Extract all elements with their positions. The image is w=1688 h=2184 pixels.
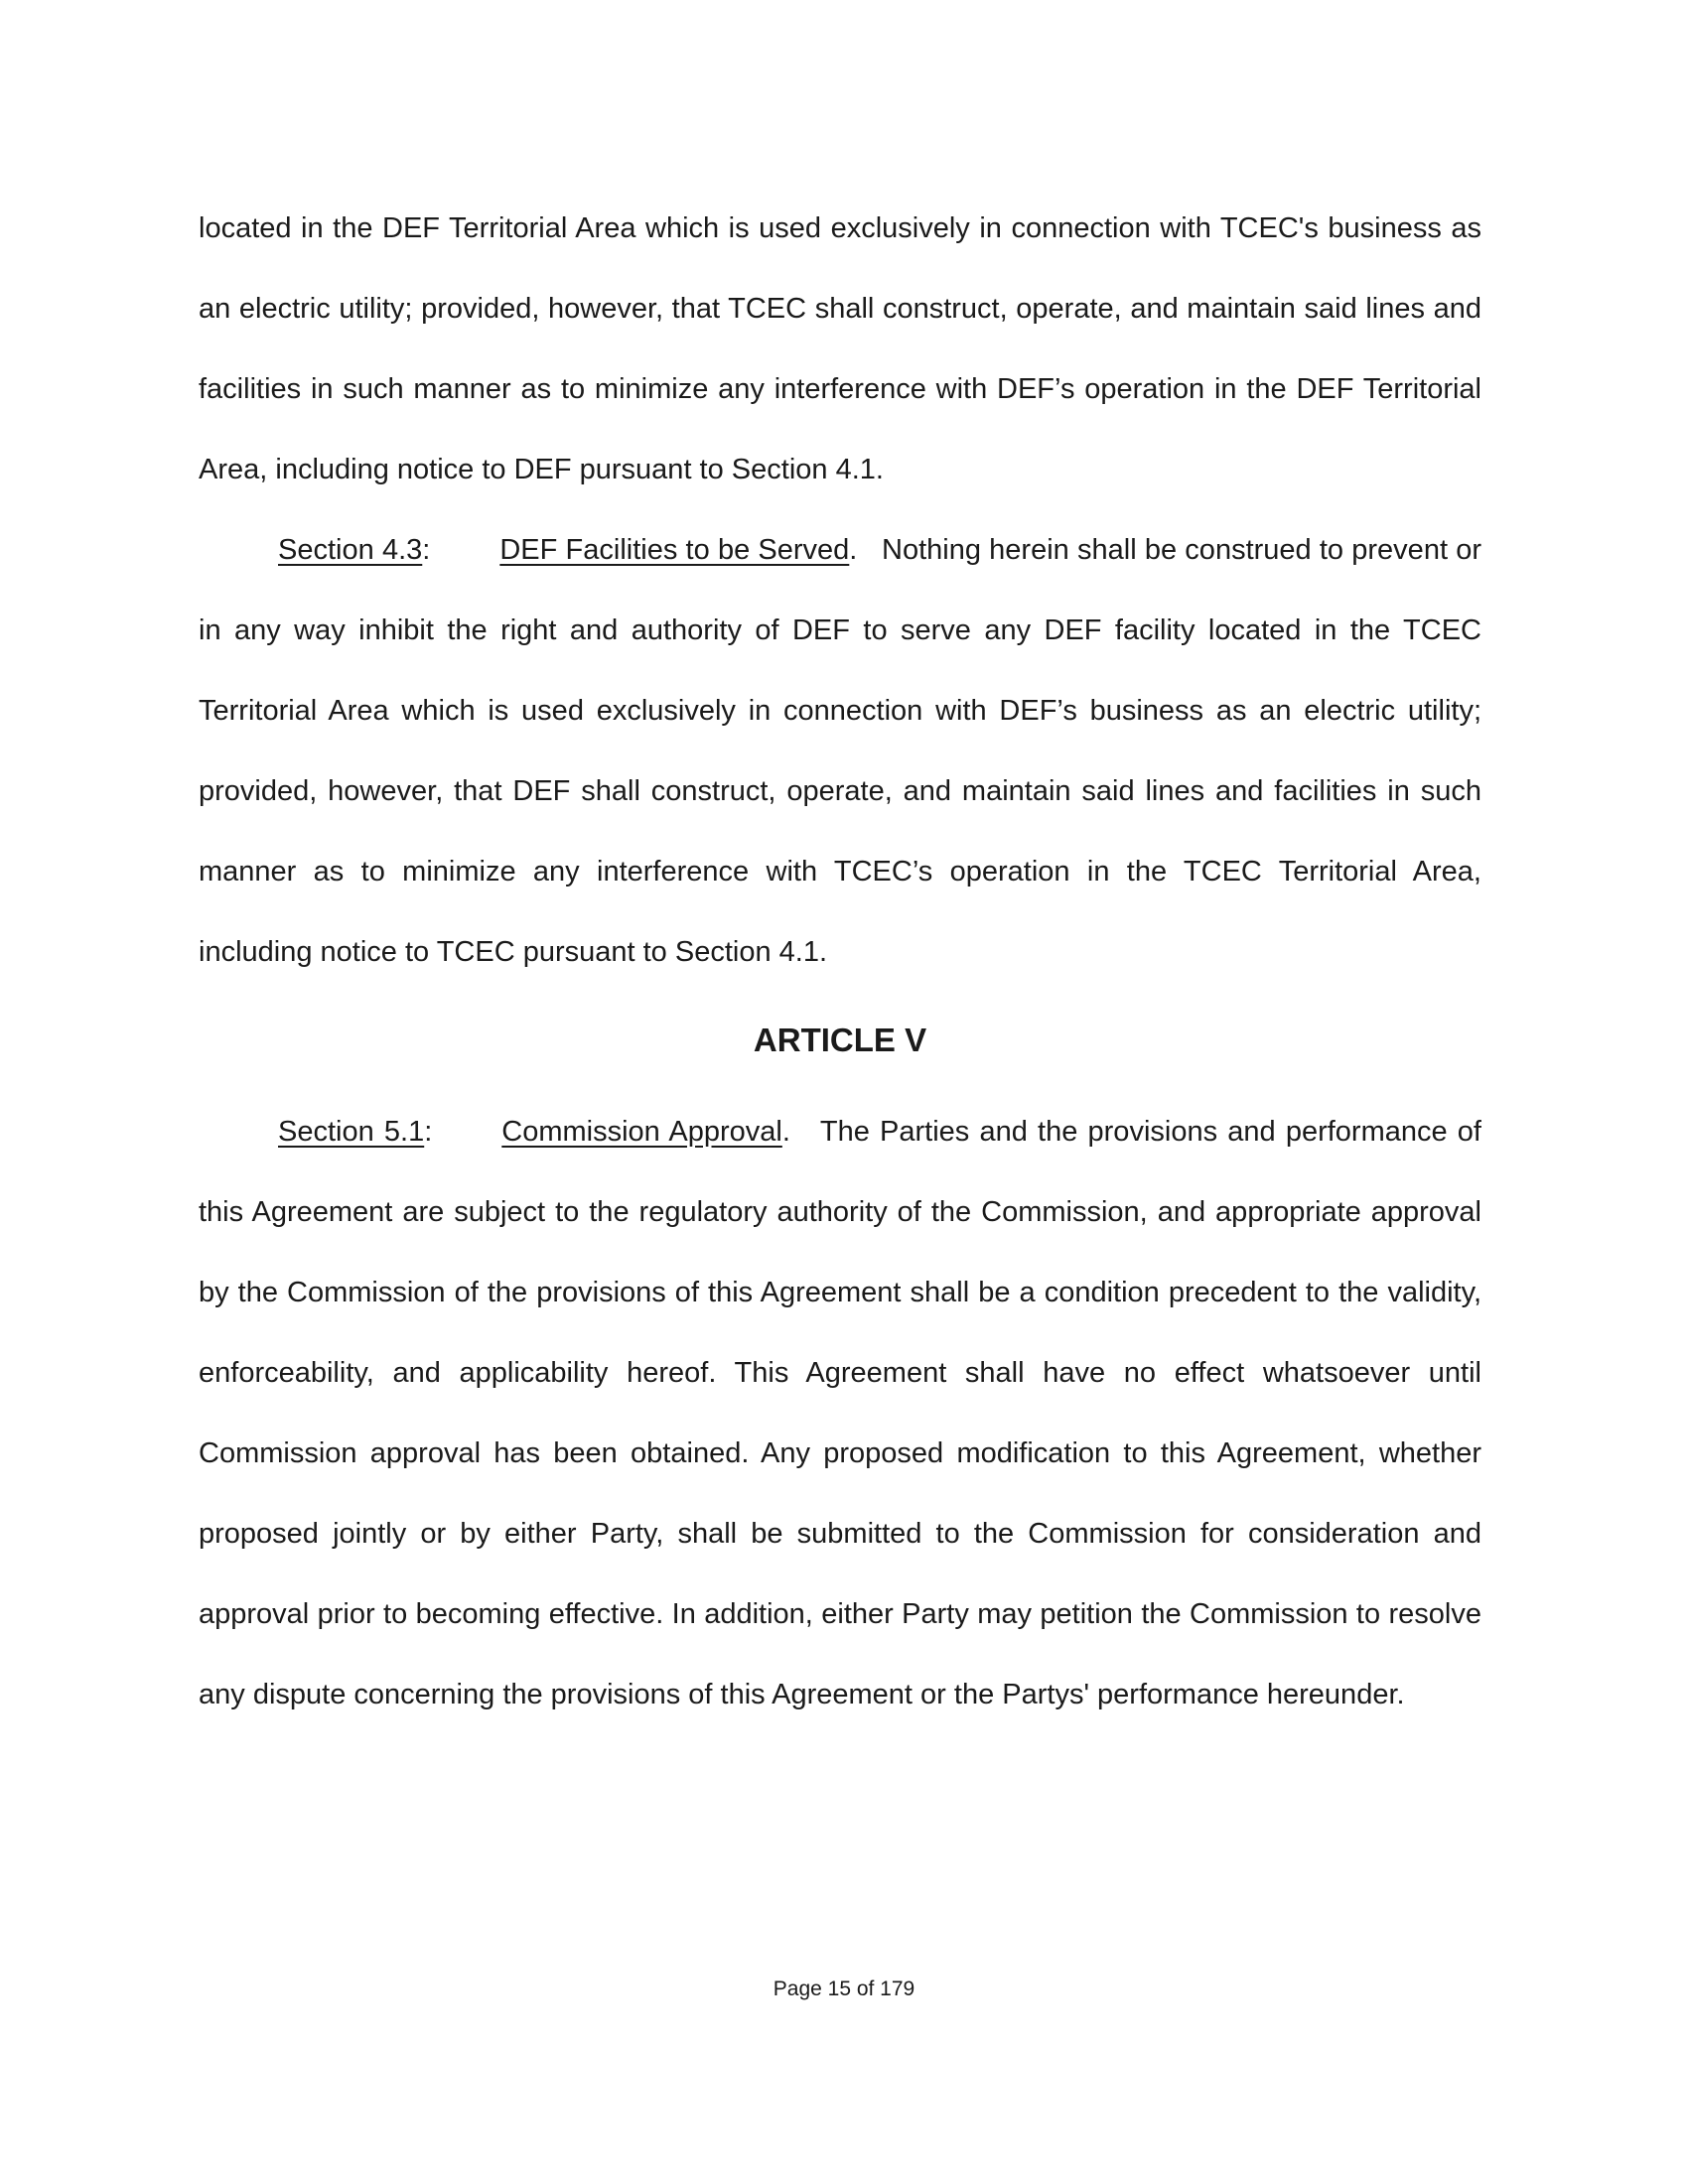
section-number: Section 5.1 [278, 1116, 425, 1148]
section-4-3: Section 4.3: DEF Facilities to be Served. Nothing herein shall be construed to prevent or in any way inhibit the right and authority of DEF to serve any DEF facility located in the TCEC Territorial Area which is used exclusively in connection with DEF’s business as an electric utility; provided, however, that DEF shall construct, operate, and maintain said lines and facilities in such manner as to minimize any interference with TCEC’s operation in the TCEC Territorial Area, including notice to TCEC pursuant to Section 4.1. [199, 534, 1481, 968]
document-body [199, 189, 1481, 1735]
section-number: Section 4.3 [278, 534, 423, 566]
article-heading: ARTICLE V [753, 1022, 927, 1058]
paragraph-continuation: located in the DEF Territorial Area which is used exclusively in connection with TCEC's business as an electric utility; provided, however, that TCEC shall construct, operate, and maintain said lines and facilities in such manner as to minimize any interference with DEF’s operation in the DEF Territorial Area, including notice to DEF pursuant to Section 4.1. [199, 212, 1481, 485]
page-number: Page 15 of 179 [773, 1978, 915, 2000]
section-5-1: Section 5.1: Commission Approval. The Parties and the provisions and performance of this Agreement are subject to the regulatory authority of the Commission, and appropriate approval by the Commission of the provisions of this Agreement shall be a condition precedent to the validity, enforceability, and applicability hereof. This Agreement shall have no effect whatsoever until Commission approval has been obtained. Any proposed modification to this Agreement, whether proposed jointly or by either Party, shall be submitted to the Commission for consideration and approval prior to becoming effective. In addition, either Party may petition the Commission to resolve any dispute concerning the provisions of this Agreement or the Partys' performance hereunder. [199, 1116, 1481, 1710]
section-body: The Parties and the provisions and performance of this Agreement are subject to the regulatory authority of the Commission, and appropriate approval by the Commission of the provisions of this Agreement shall be a condition precedent to the validity, enforceability, and applicability hereof. This Agreement shall have no effect whatsoever until Commission approval has been obtained. Any proposed modification to this Agreement, whether proposed jointly or by either Party, shall be submitted to the Commission for consideration and approval prior to becoming effective. In addition, either Party may petition the Commission to resolve any dispute concerning the provisions of this Agreement or the Partys' performance hereunder. [199, 1116, 1481, 1710]
section-title: DEF Facilities to be Served [499, 534, 850, 566]
section-body: Nothing herein shall be construed to prevent or in any way inhibit the right and authority of DEF to serve any DEF facility located in the TCEC Territorial Area which is used exclusively in connection with DEF’s business as an electric utility; provided, however, that DEF shall construct, operate, and maintain said lines and facilities in such manner as to minimize any interference with TCEC’s operation in the TCEC Territorial Area, including notice to TCEC pursuant to Section 4.1. [199, 534, 1481, 968]
section-title: Commission Approval [501, 1116, 782, 1148]
